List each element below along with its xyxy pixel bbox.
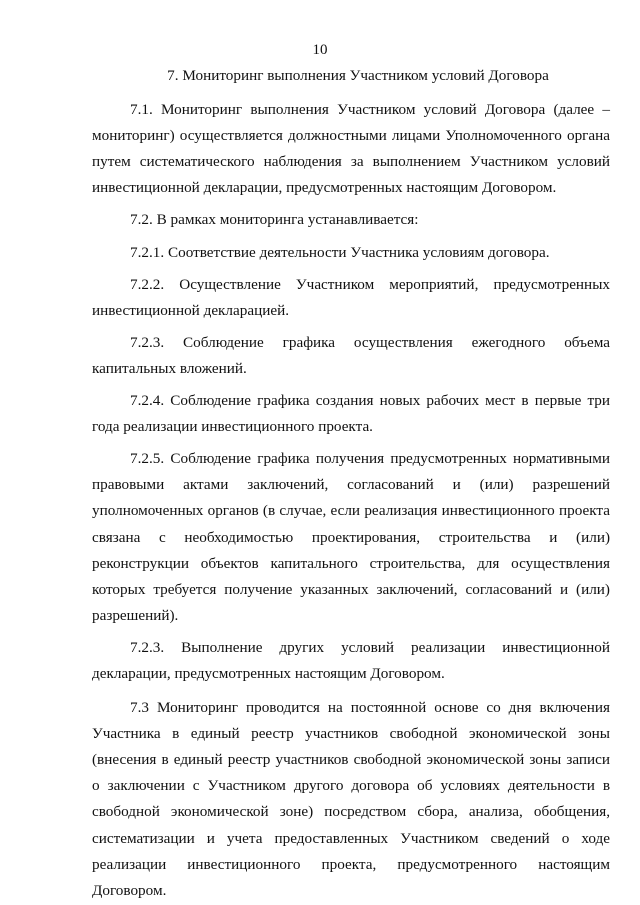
paragraph-7-2-5: 7.2.5. Соблюдение графика получения предусмотренных нормативными правовыми актами заключений, согласований и (или) разрешений уполномоченных органов (в случае, если реализация инвестиционного проекта связана с необходимостью проектирования, строительства и (или) реконструкции объектов капитального строительства, для осуществления которых требуется получение указанных заключений, согласований и (или) разрешений). bbox=[92, 450, 610, 624]
section-heading: 7. Мониторинг выполнения Участником условий Договора bbox=[167, 67, 549, 84]
paragraph-7-2-3: 7.2.3. Соблюдение графика осуществления ежегодного объема капитальных вложений. bbox=[92, 333, 610, 377]
paragraph-7-3: 7.3 Мониторинг проводится на постоянной основе со дня включения Участника в единый реестр участников свободной экономической зоны (внесения в единый реестр участников свободной экономической зоны записи о заключении с Участником другого договора об условиях деятельности в свободной экономической зоне) посредством сбора, анализа, обобщения, систематизации и учета предоставленных Участником сведений о ходе реализации инвестиционного проекта, предусмотренного настоящим Договором. bbox=[92, 699, 610, 899]
paragraph-7-1: 7.1. Мониторинг выполнения Участником условий Договора (далее – мониторинг) осуществляется должностными лицами Уполномоченного органа путем систематического наблюдения за выполнением Участником условий инвестиционной декларации, предусмотренных настоящим Договором. bbox=[92, 101, 610, 197]
paragraph-7-2-4: 7.2.4. Соблюдение графика создания новых рабочих мест в первые три года реализации инвестиционного проекта. bbox=[92, 392, 610, 436]
document-body bbox=[92, 63, 610, 904]
paragraph-7-2-1: 7.2.1. Соответствие деятельности Участника условиям договора. bbox=[130, 243, 550, 261]
paragraph-7-2-3-other-conditions: 7.2.3. Выполнение других условий реализации инвестиционной декларации, предусмотренных настоящим Договором. bbox=[92, 638, 610, 682]
paragraph-7-2-2: 7.2.2. Осуществление Участником мероприятий, предусмотренных инвестиционной декларацией. bbox=[92, 275, 610, 319]
page-number: 10 bbox=[312, 42, 328, 58]
paragraph-7-2: 7.2. В рамках мониторинга устанавливается: bbox=[130, 211, 419, 229]
